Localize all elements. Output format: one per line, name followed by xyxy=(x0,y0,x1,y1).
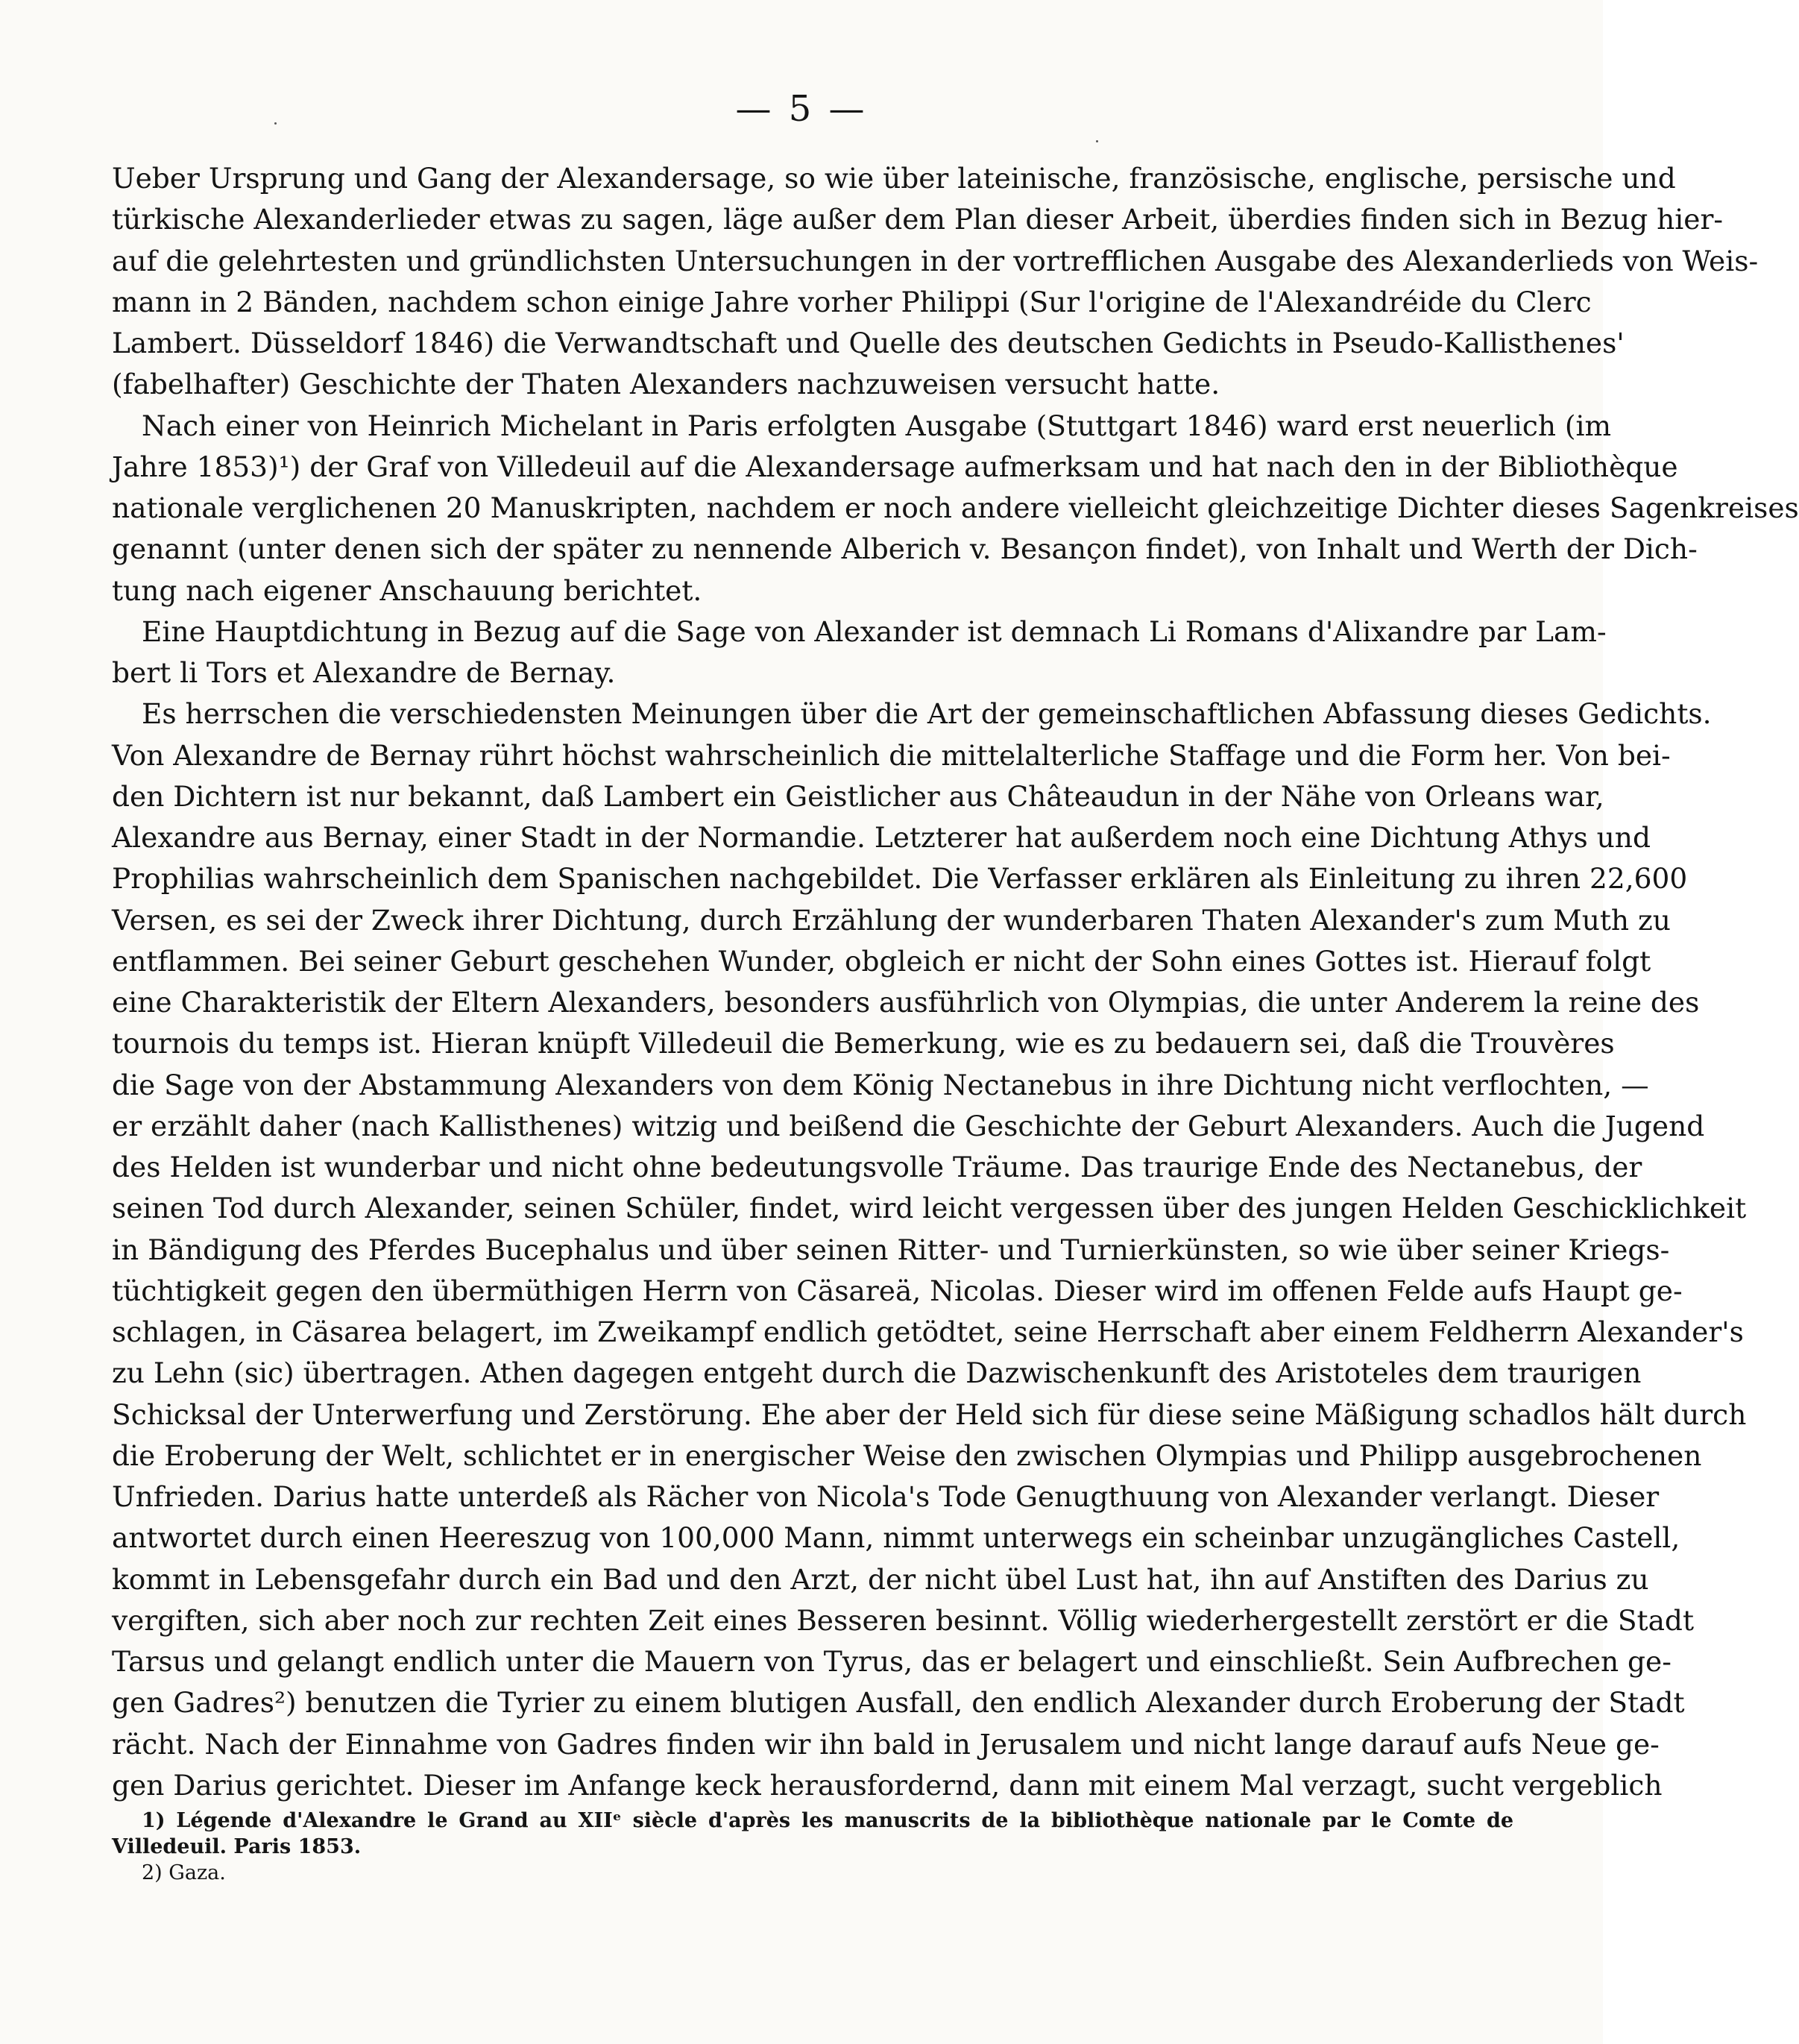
text-line: Alexandre aus Bernay, einer Stadt in der Normandie. Letzterer hat außerdem noch eine Dichtung Athys und xyxy=(112,821,1651,854)
footnotes xyxy=(112,1808,1513,1886)
text-line: seinen Tod durch Alexander, seinen Schüler, findet, wird leicht vergessen über des jungen Helden Geschicklichkeit xyxy=(112,1192,1747,1225)
text-line: Versen, es sei der Zweck ihrer Dichtung, durch Erzählung der wunderbaren Thaten Alexander's zum Muth zu xyxy=(112,903,1671,937)
text-line: eine Charakteristik der Eltern Alexanders, besonders ausführlich von Olympias, die unter Anderem la reine des xyxy=(112,986,1700,1019)
text-line: gen Darius gerichtet. Dieser im Anfange keck herausfordernd, dann mit einem Mal verzagt, sucht vergeblich xyxy=(112,1768,1663,1802)
text-line: (fabelhafter) Geschichte der Thaten Alexanders nachzuweisen versucht hatte. xyxy=(112,368,1220,401)
text-line: antwortet durch einen Heereszug von 100,000 Mann, nimmt unterwegs ein scheinbar unzugängliches Castell, xyxy=(112,1521,1680,1555)
text-line: Prophilias wahrscheinlich dem Spanischen nachgebildet. Die Verfasser erklären als Einleitung zu ihren 22,600 xyxy=(112,862,1688,896)
page-number: — 5 — xyxy=(735,88,868,130)
text-line: den Dichtern ist nur bekannt, daß Lambert ein Geistlicher aus Châteaudun in der Nähe von Orleans war, xyxy=(112,779,1604,813)
footnote-line: 2) Gaza. xyxy=(142,1861,226,1884)
text-line: Lambert. Düsseldorf 1846) die Verwandtschaft und Quelle des deutschen Gedichts in Pseudo-Kallisthenes' xyxy=(112,327,1625,359)
text-line: nationale verglichenen 20 Manuskripten, nachdem er noch andere vielleicht gleichzeitige Dichter dieses Sagenkreises xyxy=(112,491,1799,524)
text-line: des Helden ist wunderbar und nicht ohne bedeutungsvolle Träume. Das traurige Ende des Nectanebus, der xyxy=(112,1151,1642,1183)
text-line: tournois du temps ist. Hieran knüpft Villedeuil die Bemerkung, wie es zu bedauern sei, daß die Trouvères xyxy=(112,1027,1615,1060)
text-line: gen Gadres²) benutzen die Tyrier zu einem blutigen Ausfall, den endlich Alexander durch Eroberung der Stadt xyxy=(112,1686,1685,1720)
text-line: die Sage von der Abstammung Alexanders von dem König Nectanebus in ihre Dichtung nicht verflochten, — xyxy=(112,1068,1649,1101)
text-line: kommt in Lebensgefahr durch ein Bad und den Arzt, der nicht übel Lust hat, ihn auf Anstiften des Darius zu xyxy=(112,1562,1649,1596)
text-line: Ueber Ursprung und Gang der Alexandersage, so wie über lateinische, französische, englische, persische und xyxy=(112,162,1676,195)
text-line: Unfrieden. Darius hatte unterdeß als Rächer von Nicola's Tode Genugthuung von Alexander verlangt. Dieser xyxy=(112,1480,1660,1513)
text-line: genannt (unter denen sich der später zu nennende Alberich v. Besançon findet), von Inhalt und Werth der Dich- xyxy=(112,532,1698,566)
paper-speck xyxy=(1096,140,1098,142)
text-line: Es herrschen die verschiedensten Meinungen über die Art der gemeinschaftlichen Abfassung dieses Gedichts. xyxy=(142,697,1712,731)
text-line: bert li Tors et Alexandre de Bernay. xyxy=(112,656,616,689)
footnote-line: Villedeuil. Paris 1853. xyxy=(112,1835,362,1858)
text-line: Jahre 1853)¹) der Graf von Villedeuil auf die Alexandersage aufmerksam und hat nach den in der Bibliothèque xyxy=(112,450,1678,483)
text-line: Eine Hauptdichtung in Bezug auf die Sage von Alexander ist demnach Li Romans d'Alixandre par Lam- xyxy=(142,614,1607,648)
text-line: auf die gelehrtesten und gründlichsten Untersuchungen in der vortrefflichen Ausgabe des Alexanderlieds von Weis- xyxy=(112,244,1759,277)
text-line: in Bändigung des Pferdes Bucephalus und über seinen Ritter- und Turnierkünsten, so wie über seiner Kriegs- xyxy=(112,1233,1670,1266)
text-line: er erzählt daher (nach Kallisthenes) witzig und beißend die Geschichte der Geburt Alexanders. Auch die Jugend xyxy=(112,1109,1705,1142)
text-line: vergiften, sich aber noch zur rechten Zeit eines Besseren besinnt. Völlig wiederhergestellt zerstört er die Stadt xyxy=(112,1603,1695,1637)
text-line: türkische Alexanderlieder etwas zu sagen, läge außer dem Plan dieser Arbeit, überdies finden sich in Bezug hier- xyxy=(112,203,1724,236)
text-line: schlagen, in Cäsarea belagert, im Zweikampf endlich getödtet, seine Herrschaft aber einem Feldherrn Alexander's xyxy=(112,1315,1744,1348)
text-line: tüchtigkeit gegen den übermüthigen Herrn von Cäsareä, Nicolas. Dieser wird im offenen Felde aufs Haupt ge- xyxy=(112,1274,1683,1307)
text-line: rächt. Nach der Einnahme von Gadres finden wir ihn bald in Jerusalem und nicht lange darauf aufs Neue ge- xyxy=(112,1727,1660,1761)
text-line: Nach einer von Heinrich Michelant in Paris erfolgten Ausgabe (Stuttgart 1846) ward erst neuerlich (im xyxy=(142,409,1612,442)
text-line: die Eroberung der Welt, schlichtet er in energischer Weise den zwischen Olympias und Philipp ausgebrochenen xyxy=(112,1438,1702,1472)
paper-speck xyxy=(274,122,277,125)
text-line: tung nach eigener Anschauung berichtet. xyxy=(112,573,702,607)
text-line: Tarsus und gelangt endlich unter die Mauern von Tyrus, das er belagert und einschließt. Sein Aufbrechen ge- xyxy=(112,1645,1672,1678)
body-text xyxy=(112,158,1799,1806)
text-line: entflammen. Bei seiner Geburt geschehen Wunder, obgleich er nicht der Sohn eines Gottes ist. Hierauf folgt xyxy=(112,944,1651,978)
footnote-line: 1) Légende d'Alexandre le Grand au XIIᵉ siècle d'après les manuscrits de la bibliothèque nationale par le Comte de xyxy=(142,1809,1513,1832)
text-line: Von Alexandre de Bernay rührt höchst wahrscheinlich die mittelalterliche Staffage und die Form her. Von bei- xyxy=(112,738,1671,772)
text-line: zu Lehn (sic) übertragen. Athen dagegen entgeht durch die Dazwischenkunft des Aristoteles dem traurigen xyxy=(112,1356,1642,1390)
text-line: mann in 2 Bänden, nachdem schon einige Jahre vorher Philippi (Sur l'origine de l'Alexandréide du Clerc xyxy=(112,285,1592,318)
text-line: Schicksal der Unterwerfung und Zerstörung. Ehe aber der Held sich für diese seine Mäßigung schadlos hält durch xyxy=(112,1397,1747,1431)
